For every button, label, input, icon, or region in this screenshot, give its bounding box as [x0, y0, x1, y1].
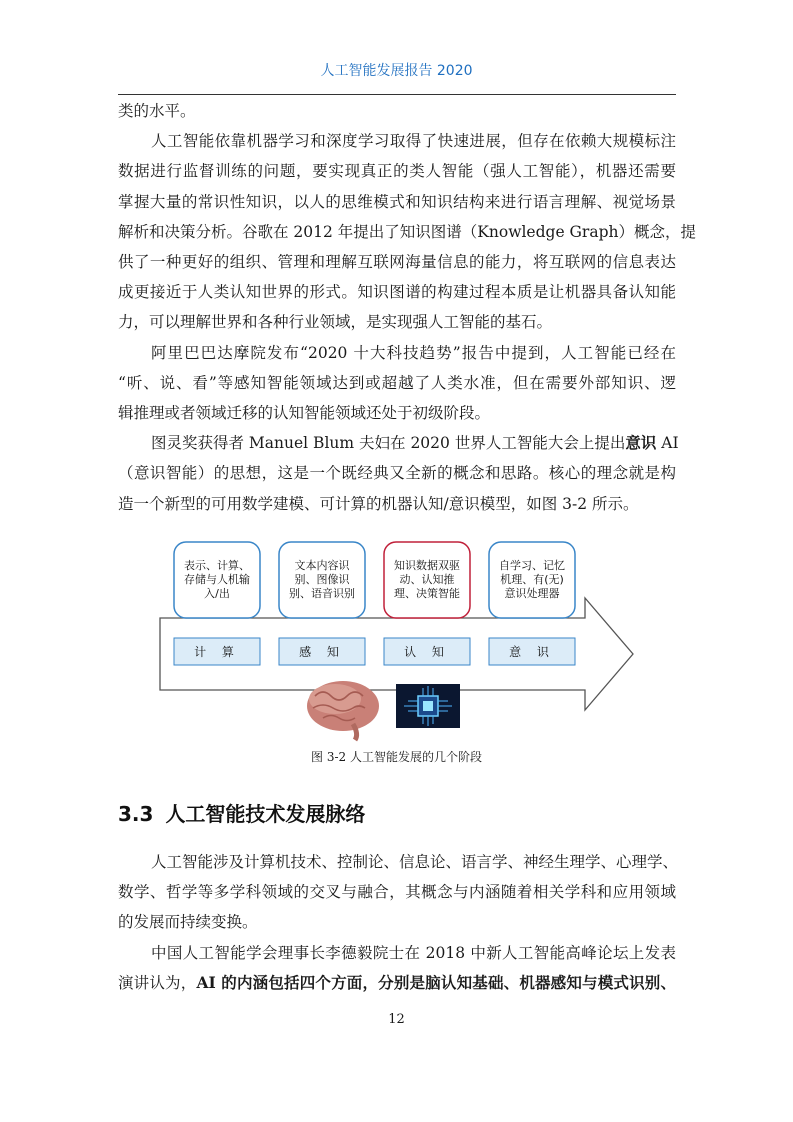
bold-text-run: 意识	[625, 433, 657, 453]
desc-text-3: 知识数据双驱动、认知推理、决策智能	[394, 559, 460, 600]
page-header-title: 人工智能发展报告 2020	[320, 63, 473, 79]
text-line: 造一个新型的可用数学建模、可计算的机器认知/意识模型，如图 3-2 所示。	[118, 494, 639, 513]
text-line: 人工智能依靠机器学习和深度学习取得了快速进展，但存在依赖大规模标注	[151, 132, 676, 151]
chip-icon	[396, 684, 460, 728]
text-run: AI	[656, 434, 679, 453]
header-rule	[118, 94, 676, 95]
text-line: 成更接近于人类认知世界的形式。知识图谱的构建过程本质是让机器具备认知能	[118, 283, 676, 302]
brain-icon	[307, 681, 379, 740]
text-line: “听、说、看”等感知智能领域达到或超越了人类水准，但在需要外部知识、逻	[118, 373, 676, 392]
figure-caption: 图 3-2 人工智能发展的几个阶段	[311, 750, 482, 764]
text-line: 辑推理或者领域迁移的认知智能领域还处于初级阶段。	[118, 404, 491, 422]
section-heading	[118, 798, 365, 827]
text-line: 力，可以理解世界和各种行业领域，是实现强人工智能的基石。	[118, 313, 553, 332]
text-line	[151, 433, 679, 453]
desc-text-4: 自学习、记忆机理、有(无)意识处理器	[499, 559, 565, 600]
stage-label-perception: 感 知	[299, 645, 345, 659]
text-line	[118, 973, 676, 993]
section-title: 人工智能技术发展脉络	[165, 802, 366, 826]
section-number: 3.3	[118, 802, 154, 826]
text-line: （意识智能）的思想，这是一个既经典又全新的概念和思路。核心的理念就是构	[118, 464, 676, 483]
text-line: 解析和决策分析。谷歌在 2012 年提出了知识图谱（Knowledge Graph）概念，提	[118, 222, 696, 241]
text-run: 演讲认为，	[118, 973, 197, 992]
text-line: 掌握大量的常识性知识，以人的思维模式和知识结构来进行语言理解、视觉场景	[118, 192, 676, 211]
text-run: 图灵奖获得者 Manuel Blum 夫妇在 2020 世界人工智能大会上提出	[151, 434, 626, 453]
bold-text-run: AI 的内涵包括四个方面，分别是脑认知基础、机器感知与模式识别、	[196, 972, 676, 992]
desc-text-1: 表示、计算、存储与人机输入/出	[184, 559, 250, 600]
text-line: 阿里巴巴达摩院发布“2020 十大科技趋势”报告中提到，人工智能已经在	[151, 343, 676, 362]
page-number: 12	[388, 1012, 405, 1027]
figure-ai-stages	[155, 536, 640, 736]
text-line: 人工智能涉及计算机技术、控制论、信息论、语言学、神经生理学、心理学、	[151, 853, 679, 871]
stage-label-consciousness: 意 识	[509, 645, 555, 659]
text-line: 类的水平。	[118, 102, 196, 120]
text-line: 的发展而持续变换。	[118, 913, 258, 932]
desc-text-2: 文本内容识别、图像识别、语音识别	[289, 559, 355, 600]
stage-label-cognition: 认 知	[404, 645, 450, 659]
text-line: 数学、哲学等多学科领域的交叉与融合，其概念与内涵随着相关学科和应用领域	[118, 883, 676, 902]
text-line: 供了一种更好的组织、管理和理解互联网海量信息的能力，将互联网的信息表达	[118, 253, 676, 271]
text-line: 数据进行监督训练的问题，要实现真正的类人智能（强人工智能），机器还需要	[118, 162, 676, 181]
stage-label-compute: 计 算	[194, 645, 240, 659]
text-line: 中国人工智能学会理事长李德毅院士在 2018 中新人工智能高峰论坛上发表	[151, 943, 676, 962]
